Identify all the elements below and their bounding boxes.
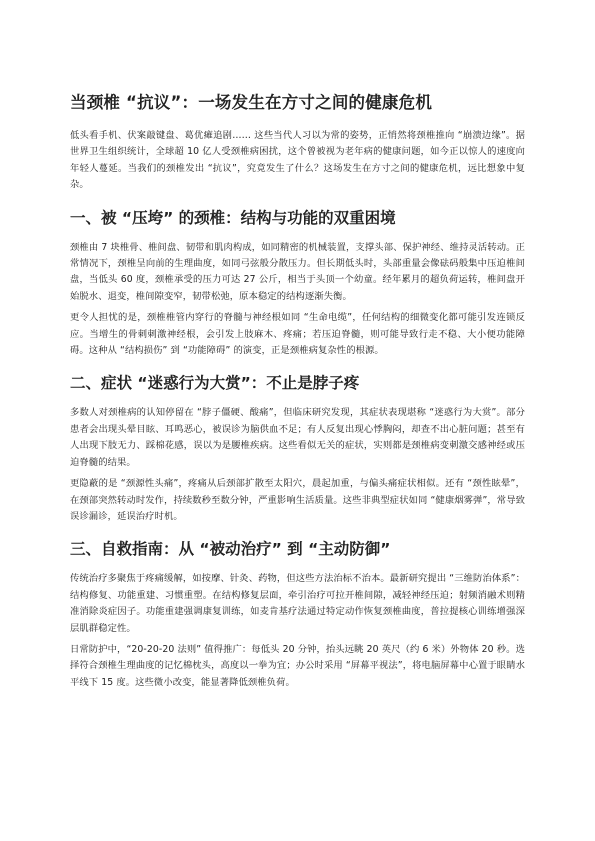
document-title: 当颈椎 “抗议”：一场发生在方寸之间的健康危机: [70, 93, 433, 112]
section-heading: 三、自救指南：从 “被动治疗” 到 “主动防御”: [70, 540, 391, 559]
intro-paragraph: 低头看手机、伏案敲键盘、葛优瘫追剧…… 这些当代人习以为常的姿势，正悄然将颈椎推向 “崩溃边缘”。据世界卫生组织统计，全球超 10 亿人受颈椎病困扰，这个曾被视为老年病的健康问题，如今正以惊人的速度向年轻人蔓延。当我们的颈椎发出 “抗议”，究竟发生了什么？这场发生在方寸之间的健康危机，远比想象中复杂。: [70, 130, 525, 191]
body-paragraph: 更隐蔽的是 “颈源性头痛”，疼痛从后颈部扩散至太阳穴，晨起加重，与偏头痛症状相似。还有 “颈性眩晕”，在颈部突然转动时发作，持续数秒至数分钟，严重影响生活质量。这些非典型症状如同 “健康烟雾弹”，常导致误诊漏诊，延误治疗时机。: [70, 478, 525, 522]
body-paragraph: 颈椎由 7 块椎骨、椎间盘、韧带和肌肉构成，如同精密的机械装置，支撑头部、保护神经、维持灵活转动。正常情况下，颈椎呈向前的生理曲度，如同弓弦般分散压力。但长期低头时，头部重量会像砝码般集中压迫椎间盘，当低头 60 度，颈椎承受的压力可达 27 公斤，相当于头顶一个幼童。经年累月的超负荷运转，椎间盘开始脱水、退变，椎间隙变窄，韧带松弛，原本稳定的结构逐渐失衡。: [70, 241, 525, 302]
body-paragraph: 更令人担忧的是，颈椎椎管内穿行的脊髓与神经根如同 “生命电缆”，任何结构的细微变化都可能引发连锁反应。当增生的骨刺刺激神经根，会引发上肢麻木、疼痛；若压迫脊髓，则可能导致行走不稳、大小便功能障碍。这种从 “结构损伤” 到 “功能障碍” 的演变，正是颈椎病复杂性的根源。: [70, 312, 525, 357]
section-structure: [70, 208, 525, 360]
body-paragraph: 日常防护中，“20-20-20 法则” 值得推广：每低头 20 分钟，抬头远眺 20 英尺（约 6 米）外物体 20 秒。选择符合颈椎生理曲度的记忆棉枕头，高度以一拳为宜；办公时采用 “屏幕平视法”，将电脑屏幕中心置于眼睛水平线下 15 度。这些微小改变，能显著降低颈椎负荷。: [70, 643, 525, 688]
section-heading: 二、症状 “迷惑行为大赏”：不止是脖子疼: [70, 374, 360, 393]
body-paragraph: 多数人对颈椎病的认知停留在 “脖子僵硬、酸痛”，但临床研究发现，其症状表现堪称 “迷惑行为大赏”。部分患者会出现头晕目眩、耳鸣恶心，被误诊为脑供血不足；有人反复出现心悸胸闷，却查不出心脏问题；甚至有人出现下肢无力、踩棉花感，误以为是腰椎疾病。这些看似无关的症状，实则都是颈椎病变刺激交感神经或压迫脊髓的结果。: [70, 407, 525, 468]
section-symptoms: [70, 373, 525, 525]
body-paragraph: 传统治疗多聚焦于疼痛缓解，如按摩、针灸、药物，但这些方法治标不治本。最新研究提出 “三维防治体系”：结构修复、功能重建、习惯重塑。在结构修复层面，牵引治疗可拉开椎间隙，减轻神经压迫；射频消融术则精准消除炎症因子。功能重建强调康复训练，如麦肯基疗法通过特定动作恢复颈椎曲度，普拉提核心训练增强深层肌群稳定性。: [70, 573, 525, 634]
section-self-help: [70, 539, 525, 691]
section-heading: 一、被 “压垮” 的颈椎：结构与功能的双重困境: [70, 208, 396, 227]
